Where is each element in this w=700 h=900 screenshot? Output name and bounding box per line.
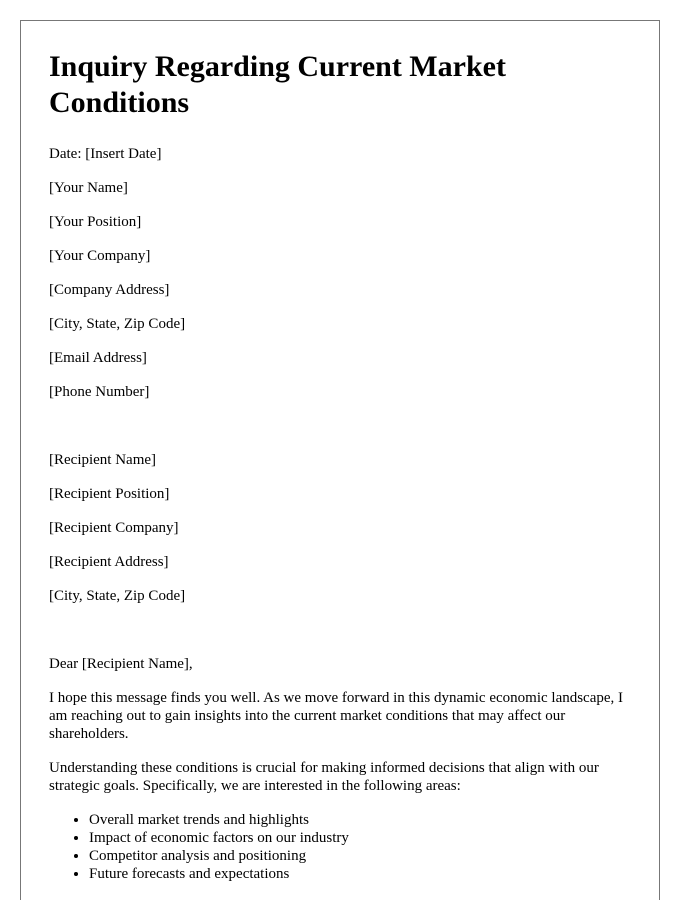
- recipient-address: [Recipient Address]: [49, 554, 169, 570]
- sender-block: [49, 179, 639, 401]
- areas-list: [49, 811, 639, 883]
- letter-title: Inquiry Regarding Current Market Conditions: [49, 50, 506, 119]
- recipient-company: [Recipient Company]: [49, 520, 179, 536]
- recipient-block: [49, 451, 639, 605]
- list-item: • Future forecasts and expectations: [89, 865, 639, 883]
- date-line: Date: [Insert Date]: [49, 146, 162, 162]
- recipient-name: [Recipient Name]: [49, 452, 157, 468]
- body-paragraph-2: Understanding these conditions is crucial for making informed decisions that align with our strategic goals. Specifically, we are interested in the following areas:: [49, 760, 599, 794]
- list-item: • Competitor analysis and positioning: [89, 847, 639, 865]
- sender-city-state-zip: [City, State, Zip Code]: [49, 316, 186, 332]
- body-paragraph-1: I hope this message finds you well. As we move forward in this dynamic economic landscape, I am reaching out to gain insights into the current market conditions that may affect our shareholders.: [49, 690, 624, 742]
- salutation: Dear [Recipient Name],: [49, 656, 193, 672]
- recipient-city-state-zip: [City, State, Zip Code]: [49, 588, 186, 604]
- sender-phone: [Phone Number]: [49, 384, 150, 400]
- list-item: • Impact of economic factors on our industry: [89, 829, 639, 847]
- list-item: • Overall market trends and highlights: [89, 811, 639, 829]
- letter-page: [20, 20, 660, 900]
- letter-content: [49, 49, 639, 883]
- spacer: [49, 621, 639, 655]
- sender-company: [Your Company]: [49, 248, 151, 264]
- sender-company-address: [Company Address]: [49, 282, 170, 298]
- sender-position: [Your Position]: [49, 214, 142, 230]
- sender-name: [Your Name]: [49, 180, 128, 196]
- spacer: [49, 417, 639, 451]
- recipient-position: [Recipient Position]: [49, 486, 170, 502]
- sender-email: [Email Address]: [49, 350, 147, 366]
